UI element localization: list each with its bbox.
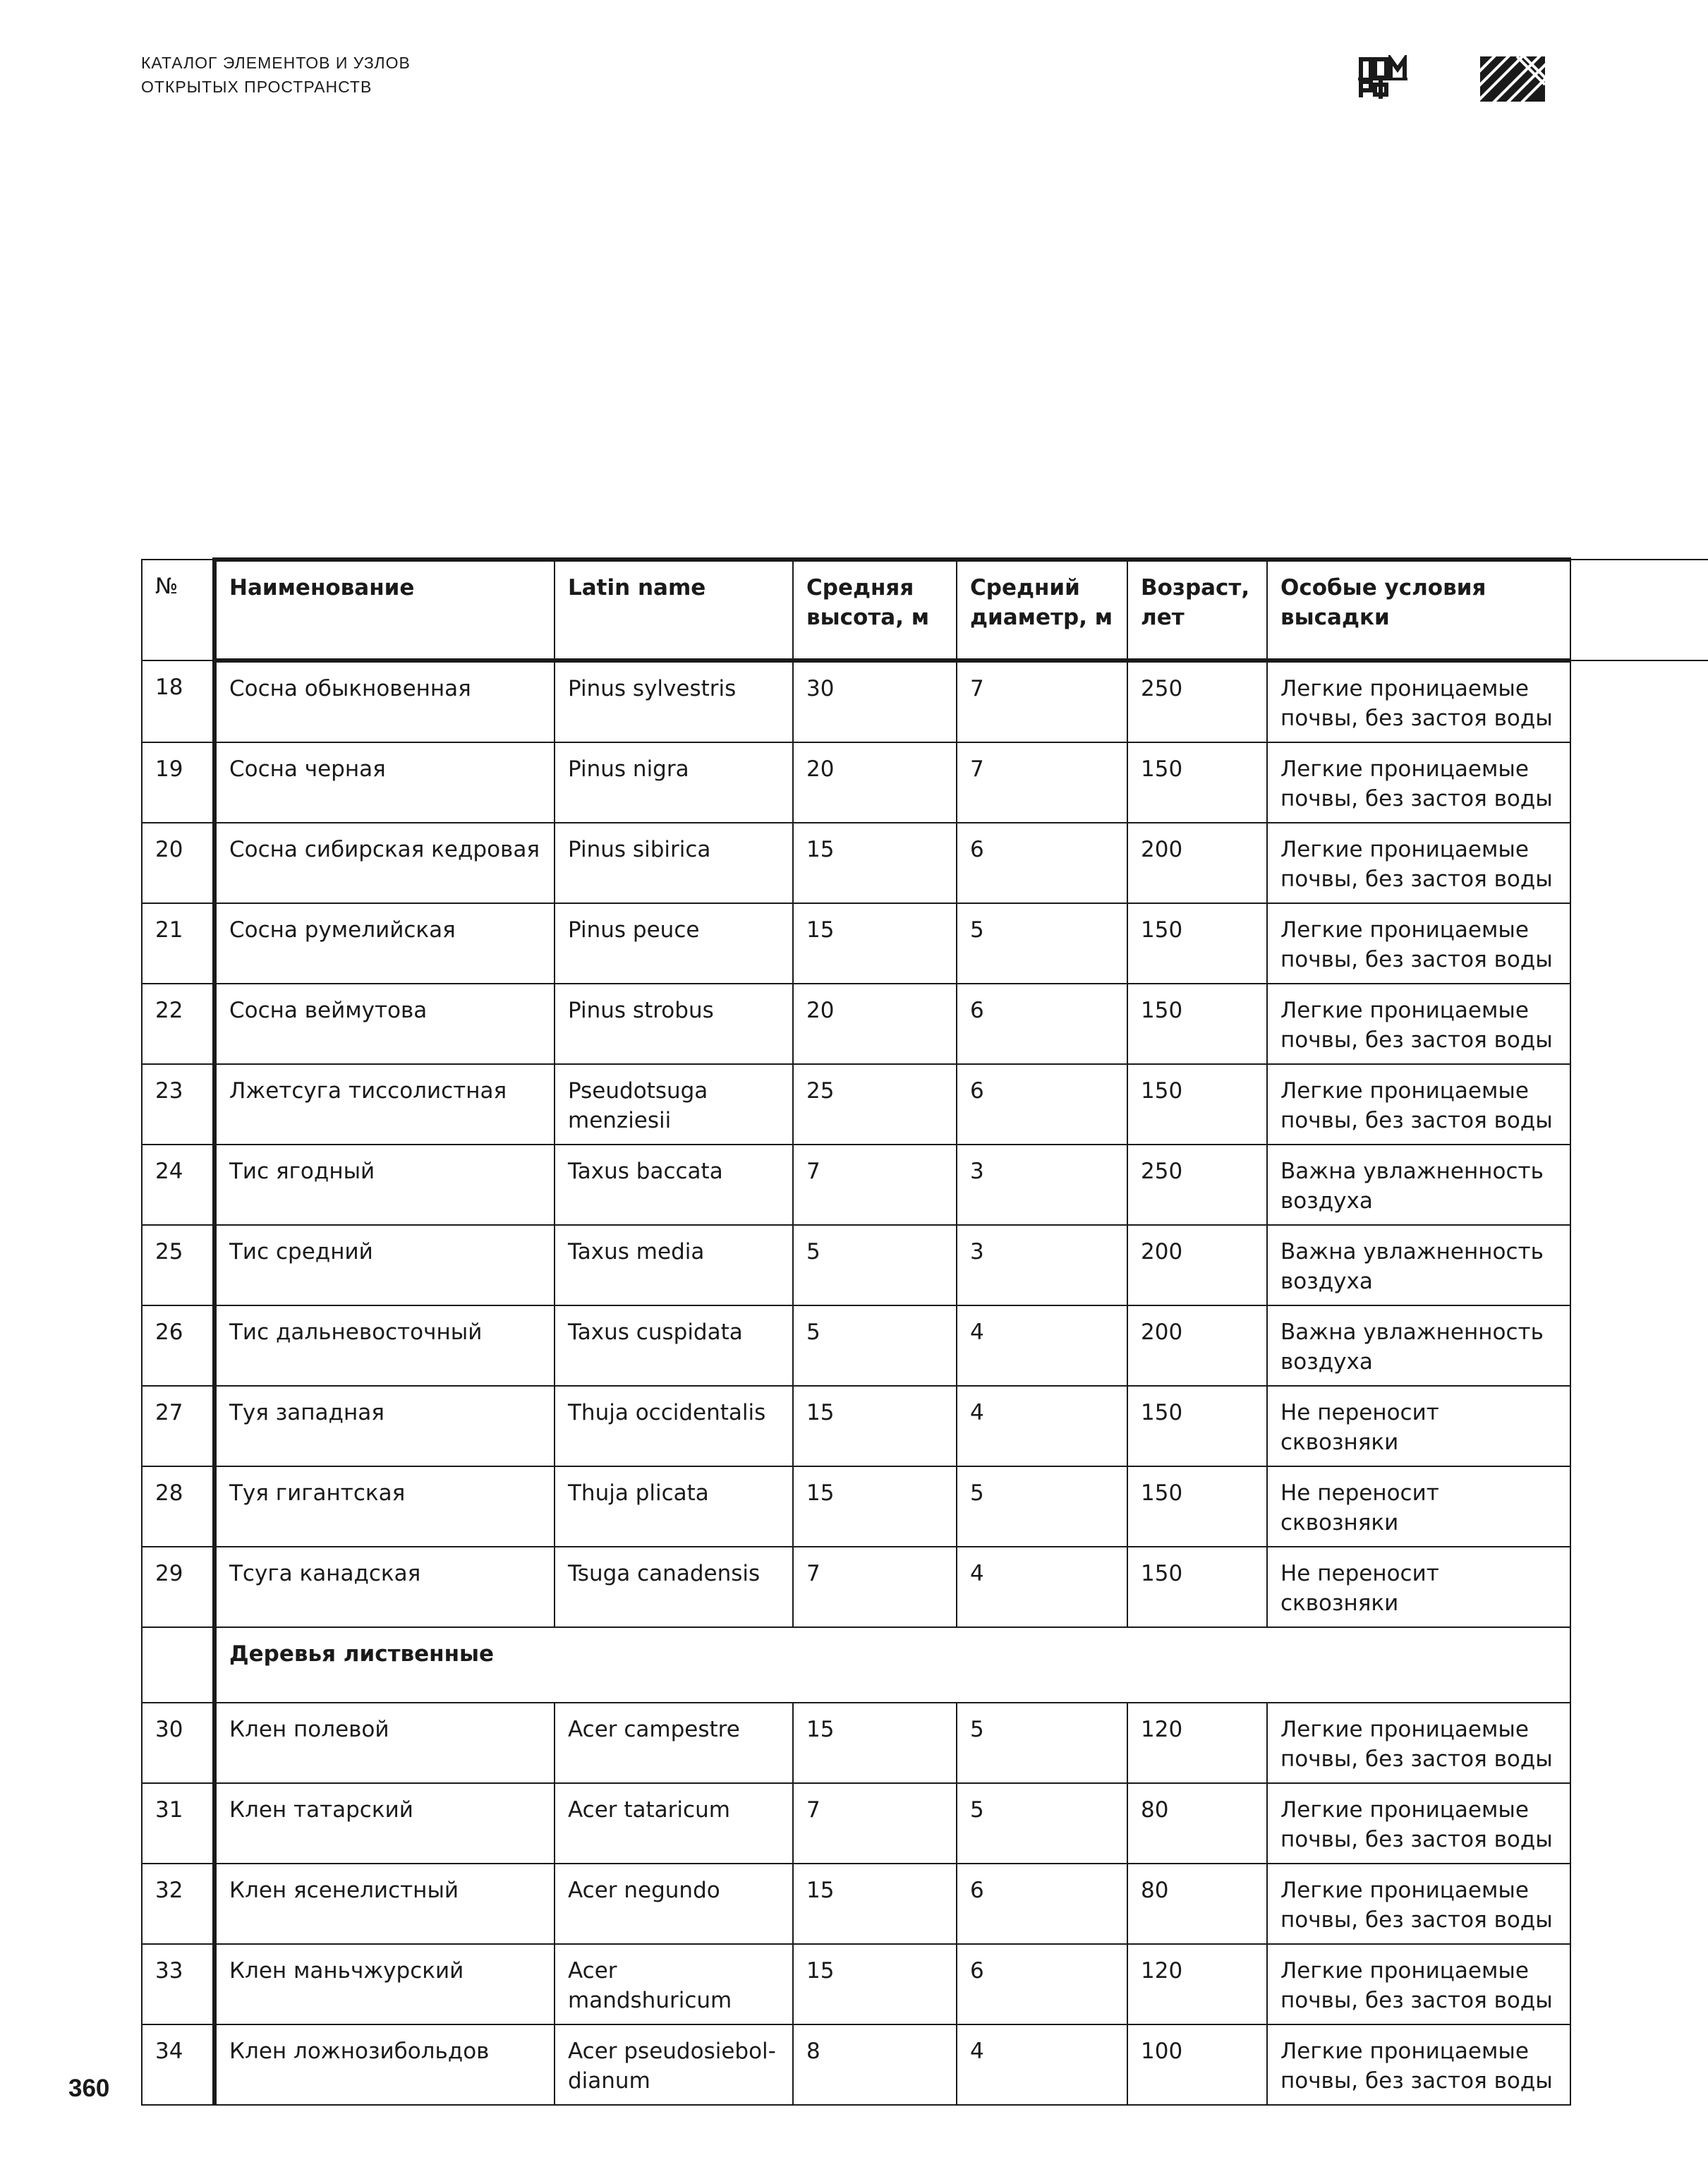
- table-row: [142, 1944, 1708, 2024]
- planting-conditions-cell: Легкие проницаемые почвы, без застоя воды: [1267, 742, 1570, 823]
- row-number-cell: 31: [142, 1783, 214, 1864]
- latin-name-cell: Pinus strobus: [555, 984, 793, 1064]
- age-cell: 200: [1127, 823, 1267, 903]
- planting-conditions-cell: Важна увлажненность воздуха: [1267, 1305, 1570, 1386]
- avg-height-cell: 20: [793, 742, 957, 823]
- pattern-logo: [1480, 56, 1545, 102]
- row-number-cell: 32: [142, 1864, 214, 1944]
- avg-diameter-cell: 7: [957, 742, 1127, 823]
- table-extension: [1570, 1305, 1708, 1386]
- table-row: [142, 2024, 1708, 2105]
- age-cell: 120: [1127, 1944, 1267, 2024]
- age-cell: 80: [1127, 1864, 1267, 1944]
- avg-height-cell: 7: [793, 1547, 957, 1627]
- species-name-cell: Сосна веймутова: [214, 984, 555, 1064]
- species-name-cell: Тис средний: [214, 1225, 555, 1305]
- planting-conditions-cell: Не переносит сквозняки: [1267, 1386, 1570, 1466]
- row-number-cell: 20: [142, 823, 214, 903]
- table-row: [142, 1783, 1708, 1864]
- species-name-cell: Сосна обыкновенная: [214, 660, 555, 742]
- col-name: Наименование: [214, 560, 555, 660]
- table-extension: [1570, 1466, 1708, 1547]
- table-row: [142, 1864, 1708, 1944]
- latin-name-cell: Tsuga canadensis: [555, 1547, 793, 1627]
- row-number-cell: 22: [142, 984, 214, 1064]
- planting-conditions-cell: Важна увлажненность воздуха: [1267, 1225, 1570, 1305]
- avg-diameter-cell: 6: [957, 1944, 1127, 2024]
- age-cell: 150: [1127, 1547, 1267, 1627]
- latin-name-cell: Pinus sylvestris: [555, 660, 793, 742]
- row-number-cell: 30: [142, 1703, 214, 1783]
- dom-rf-logo: [1358, 55, 1407, 102]
- species-name-cell: Клен маньчжурский: [214, 1944, 555, 2024]
- table-row: [142, 903, 1708, 984]
- row-number-cell: 33: [142, 1944, 214, 2024]
- age-cell: 150: [1127, 742, 1267, 823]
- latin-name-cell: Pinus sibirica: [555, 823, 793, 903]
- avg-diameter-cell: 5: [957, 1466, 1127, 1547]
- table-row: [142, 1064, 1708, 1145]
- avg-height-cell: 25: [793, 1064, 957, 1145]
- page-number: 360: [68, 2075, 110, 2102]
- table-extension: [1570, 1547, 1708, 1627]
- latin-name-cell: Pinus nigra: [555, 742, 793, 823]
- species-name-cell: Клен полевой: [214, 1703, 555, 1783]
- table-extension: [1570, 1864, 1708, 1944]
- latin-name-cell: Pinus peuce: [555, 903, 793, 984]
- table-extension: [1570, 1944, 1708, 2024]
- planting-conditions-cell: Легкие проницаемые почвы, без застоя воды: [1267, 1064, 1570, 1145]
- species-name-cell: Тис дальневосточный: [214, 1305, 555, 1386]
- avg-diameter-cell: 6: [957, 823, 1127, 903]
- avg-diameter-cell: 7: [957, 660, 1127, 742]
- species-name-cell: Сосна румелийская: [214, 903, 555, 984]
- species-name-cell: Туя гигантская: [214, 1466, 555, 1547]
- table-extension: [1570, 1064, 1708, 1145]
- avg-diameter-cell: 4: [957, 1305, 1127, 1386]
- col-height: Средняя высота, м: [793, 560, 957, 660]
- species-name-cell: Лжетсуга тиссолистная: [214, 1064, 555, 1145]
- latin-name-cell: Acer negundo: [555, 1864, 793, 1944]
- latin-name-cell: Acer mandshuricum: [555, 1944, 793, 2024]
- avg-diameter-cell: 6: [957, 984, 1127, 1064]
- table-extension: [1570, 660, 1708, 742]
- table-extension: [1570, 1225, 1708, 1305]
- col-number: №: [142, 560, 214, 660]
- avg-diameter-cell: 6: [957, 1864, 1127, 1944]
- avg-height-cell: 15: [793, 823, 957, 903]
- col-age: Возраст, лет: [1127, 560, 1267, 660]
- table-row: [142, 1305, 1708, 1386]
- row-number-cell: 26: [142, 1305, 214, 1386]
- latin-name-cell: Acer tataricum: [555, 1783, 793, 1864]
- row-number-cell: 24: [142, 1145, 214, 1225]
- section-number-cell: [142, 1627, 214, 1703]
- col-latin: Latin name: [555, 560, 793, 660]
- avg-height-cell: 7: [793, 1783, 957, 1864]
- species-name-cell: Клен ложнозибольдов: [214, 2024, 555, 2105]
- avg-height-cell: 15: [793, 1944, 957, 2024]
- age-cell: 250: [1127, 660, 1267, 742]
- latin-name-cell: Acer pseudosiebol-dianum: [555, 2024, 793, 2105]
- planting-conditions-cell: Легкие проницаемые почвы, без застоя воды: [1267, 1944, 1570, 2024]
- species-name-cell: Клен ясенелистный: [214, 1864, 555, 1944]
- latin-name-cell: Pseudotsuga menziesii: [555, 1064, 793, 1145]
- age-cell: 150: [1127, 1386, 1267, 1466]
- species-name-cell: Сосна сибирская кедровая: [214, 823, 555, 903]
- planting-conditions-cell: Легкие проницаемые почвы, без застоя воды: [1267, 1864, 1570, 1944]
- avg-height-cell: 15: [793, 1864, 957, 1944]
- latin-name-cell: Taxus cuspidata: [555, 1305, 793, 1386]
- species-name-cell: Туя западная: [214, 1386, 555, 1466]
- table-row: [142, 1225, 1708, 1305]
- planting-conditions-cell: Не переносит сквозняки: [1267, 1466, 1570, 1547]
- age-cell: 100: [1127, 2024, 1267, 2105]
- avg-diameter-cell: 6: [957, 1064, 1127, 1145]
- age-cell: 150: [1127, 984, 1267, 1064]
- planting-conditions-cell: Легкие проницаемые почвы, без застоя воды: [1267, 1703, 1570, 1783]
- latin-name-cell: Taxus media: [555, 1225, 793, 1305]
- age-cell: 120: [1127, 1703, 1267, 1783]
- table-extension: [1570, 823, 1708, 903]
- table-extension: [1570, 1386, 1708, 1466]
- section-title: Деревья лиственные: [214, 1627, 1570, 1703]
- table-row: [142, 742, 1708, 823]
- table-extension: [1570, 1703, 1708, 1783]
- age-cell: 150: [1127, 903, 1267, 984]
- row-number-cell: 27: [142, 1386, 214, 1466]
- species-name-cell: Тсуга канадская: [214, 1547, 555, 1627]
- row-number-cell: 25: [142, 1225, 214, 1305]
- age-cell: 200: [1127, 1305, 1267, 1386]
- planting-conditions-cell: Не переносит сквозняки: [1267, 1547, 1570, 1627]
- row-number-cell: 21: [142, 903, 214, 984]
- table-row: [142, 1547, 1708, 1627]
- species-name-cell: Тис ягодный: [214, 1145, 555, 1225]
- age-cell: 250: [1127, 1145, 1267, 1225]
- row-number-cell: 19: [142, 742, 214, 823]
- row-number-cell: 18: [142, 660, 214, 742]
- table-row: [142, 1386, 1708, 1466]
- table-header-row: [142, 560, 1708, 660]
- avg-diameter-cell: 5: [957, 1783, 1127, 1864]
- avg-height-cell: 30: [793, 660, 957, 742]
- col-conditions: Особые условия высадки: [1267, 560, 1570, 660]
- planting-conditions-cell: Легкие проницаемые почвы, без застоя воды: [1267, 984, 1570, 1064]
- avg-diameter-cell: 3: [957, 1225, 1127, 1305]
- avg-diameter-cell: 5: [957, 1703, 1127, 1783]
- planting-conditions-cell: Легкие проницаемые почвы, без застоя воды: [1267, 903, 1570, 984]
- planting-conditions-cell: Легкие проницаемые почвы, без застоя воды: [1267, 660, 1570, 742]
- planting-conditions-cell: Легкие проницаемые почвы, без застоя воды: [1267, 2024, 1570, 2105]
- avg-height-cell: 15: [793, 903, 957, 984]
- age-cell: 150: [1127, 1466, 1267, 1547]
- table-extension: [1570, 560, 1708, 660]
- latin-name-cell: Acer campestre: [555, 1703, 793, 1783]
- avg-diameter-cell: 5: [957, 903, 1127, 984]
- avg-height-cell: 8: [793, 2024, 957, 2105]
- avg-height-cell: 20: [793, 984, 957, 1064]
- avg-height-cell: 5: [793, 1225, 957, 1305]
- table-row: [142, 823, 1708, 903]
- col-diameter: Средний диаметр, м: [957, 560, 1127, 660]
- avg-diameter-cell: 4: [957, 2024, 1127, 2105]
- table-extension: [1570, 2024, 1708, 2105]
- table-extension: [1570, 984, 1708, 1064]
- avg-diameter-cell: 3: [957, 1145, 1127, 1225]
- table-row: [142, 1703, 1708, 1783]
- table-extension: [1570, 1145, 1708, 1225]
- planting-conditions-cell: Легкие проницаемые почвы, без застоя воды: [1267, 823, 1570, 903]
- planting-conditions-cell: Легкие проницаемые почвы, без застоя воды: [1267, 1783, 1570, 1864]
- table-row: [142, 1145, 1708, 1225]
- table-row: [142, 660, 1708, 742]
- avg-height-cell: 5: [793, 1305, 957, 1386]
- avg-height-cell: 15: [793, 1466, 957, 1547]
- row-number-cell: 23: [142, 1064, 214, 1145]
- row-number-cell: 29: [142, 1547, 214, 1627]
- row-number-cell: 28: [142, 1466, 214, 1547]
- avg-height-cell: 7: [793, 1145, 957, 1225]
- table-extension: [1570, 903, 1708, 984]
- avg-diameter-cell: 4: [957, 1386, 1127, 1466]
- catalog-header: [141, 51, 411, 99]
- latin-name-cell: Thuja occidentalis: [555, 1386, 793, 1466]
- latin-name-cell: Thuja plicata: [555, 1466, 793, 1547]
- table-extension: [1570, 742, 1708, 823]
- age-cell: 200: [1127, 1225, 1267, 1305]
- row-number-cell: 34: [142, 2024, 214, 2105]
- avg-diameter-cell: 4: [957, 1547, 1127, 1627]
- tree-catalog-table: [141, 557, 1708, 2106]
- species-name-cell: Клен татарский: [214, 1783, 555, 1864]
- age-cell: 150: [1127, 1064, 1267, 1145]
- header-line-2: ОТКРЫТЫХ ПРОСТРАНСТВ: [141, 78, 373, 96]
- table-extension: [1570, 1783, 1708, 1864]
- table-row: [142, 1466, 1708, 1547]
- species-name-cell: Сосна черная: [214, 742, 555, 823]
- avg-height-cell: 15: [793, 1386, 957, 1466]
- table-extension: [1570, 1627, 1708, 1703]
- latin-name-cell: Taxus baccata: [555, 1145, 793, 1225]
- planting-conditions-cell: Важна увлажненность воздуха: [1267, 1145, 1570, 1225]
- header-line-1: КАТАЛОГ ЭЛЕМЕНТОВ И УЗЛОВ: [141, 54, 411, 72]
- age-cell: 80: [1127, 1783, 1267, 1864]
- section-row: [142, 1627, 1708, 1703]
- avg-height-cell: 15: [793, 1703, 957, 1783]
- table-row: [142, 984, 1708, 1064]
